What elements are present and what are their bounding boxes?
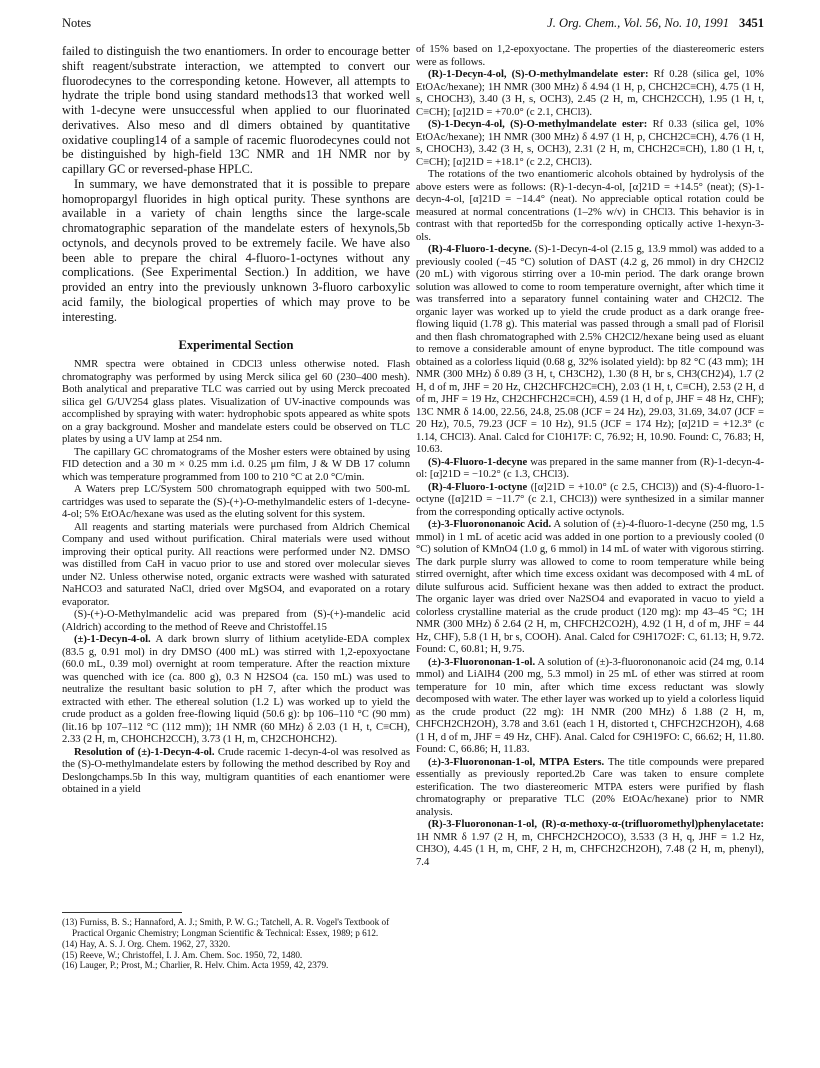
section-label: Notes <box>62 16 92 30</box>
paragraph: (S)-(+)-O-Methylmandelic acid was prepared from (S)-(+)-mandelic acid (Aldrich) according to the method of Reeve and Christoffel.15 <box>62 609 410 633</box>
page-number: 3451 <box>739 16 764 30</box>
run-in-heading: (S)-1-Decyn-4-ol, (S)-O-methylmandelate ester: <box>428 119 648 130</box>
run-in-heading: (R)-1-Decyn-4-ol, (S)-O-methylmandelate ester: <box>428 69 649 80</box>
run-in-heading: (S)-4-Fluoro-1-decyne <box>428 456 528 468</box>
paragraph <box>416 119 764 169</box>
paragraph <box>416 657 764 757</box>
run-in-heading: (R)-3-Fluorononan-1-ol, (R)-α-methoxy-α-(trifluoromethyl)phenylacetate: <box>428 819 764 830</box>
paragraph-body: A dark brown slurry of lithium acetylide-EDA complex (83.5 g, 0.91 mol) in dry DMSO (400 mL) was stirred with 1,2-epoxyoctane (60.0 mL, 0.39 mol) overnight at room temperature. After the reaction mixture was quenched with ice (ca. 800 g), 0.3 N H2SO4 (ca. 150 mL) was used to neutralize the resultant basic solution to pH 7, after which the product was extracted with ether. The ethereal solution (1.2 L) was worked up to yield the crude product as a golden free-flowing liquid (50.6 g): bp 106–110 °C (90 mm) (lit.16 bp 107–112 °C (112 mm)); 1H NMR (60 MHz) δ 2.03 (1 H, t, C≡CH), 2.33 (2 H, m, CHOHCH2CCH), 3.73 (1 H, m, CH2CHOHCH2). <box>62 634 410 745</box>
footnote: (14) Hay, A. S. J. Org. Chem. 1962, 27, 3320. <box>62 938 231 949</box>
footnote: (13) Furniss, B. S.; Hannaford, A. J.; Smith, P. W. G.; Tatchell, A. R. Vogel's Textbook of Practical Organic Chemistry; Longman Scientific & Technical: Essex, 1989; p 612. <box>62 917 390 938</box>
paragraph: All reagents and starting materials were purchased from Aldrich Chemical Company and used without purification. Chiral materials were used without improving their optical purity. All reactions were performed under N2. DMSO was distilled from CaH in vacuo prior to use and stored over molecular sieves under N2. Unless otherwise noted, organic extracts were washed with saturated NaHCO3 and saturated NaCl, dried over MgSO4, and evaporated on a rotary evaporator. <box>62 521 410 608</box>
paragraph <box>416 482 764 520</box>
paragraph <box>62 634 410 747</box>
paragraph-body: Crude racemic 1-decyn-4-ol was resolved as the (S)-O-methylmandelate esters by following the method described by Roy and Deslongchamps.5b In this way, multigram quantities of each enantiomer were obtained in a yield <box>62 746 410 795</box>
paragraph-body: A solution of (±)-4-fluoro-1-decyne (250 mg, 1.5 mmol) in 1 mL of acetic acid was added in one portion to a previously cooled (0 °C) solution of KMnO4 (1.0 g, 6 mmol) in 14 mL of water with vigorous stirring. The dark purple slurry was allowed to come to room temperature while being stirred overnight, after which time excess oxidant was decomposed with 4 mL of dilute sulfurous acid. Sufficient hexane was then added to extract the product. The organic layer was dried over Na2SO4 and evaporated in vacuo to yield a colorless crystalline material as the crude product (120 mg): mp 43–45 °C; 1H NMR (300 MHz) δ 2.64 (2 H, m, CHFCH2CO2H), 4.92 (1 H, d of m, JHF = 44 Hz, CHF), 5.8 (1 H, br s, COOH). Anal. Calcd for C9H17O2F: C, 61.13; H, 9.72. Found: C, 60.81; H, 9.75. <box>416 519 765 655</box>
paragraph: The capillary GC chromatograms of the Mosher esters were obtained by using FID detection and a 30 m × 0.25 mm i.d. 0.25 μm film, J & W DB 17 column which was temperature programmed from 100 to 210 °C at 2.0 °C/min. <box>62 446 410 483</box>
run-in-heading: (±)-3-Fluorononan-1-ol. <box>428 656 536 668</box>
paragraph-body: ([α]21D = +10.0° (c 2.5, CHCl3)) and (S)-4-fluoro-1-octyne ([α]21D = −11.7° (c 2.1, CHCl3)) were synthesized in a similar manner from the corresponding optically active octynols. <box>416 481 764 518</box>
journal-name: J. Org. Chem., Vol. 56, No. 10, 1991 <box>547 16 729 30</box>
paragraph: failed to distinguish the two enantiomers. In order to encourage better shift reagent/substrate interaction, we attempted to convert our fluorodecynes to the corresponding ketone. However, all attempts to hydrate the triple bond using standard methods13 that worked well with 1-decyne were unsuccessful when applied to our fluorinated derivatives. Also meso and dl dimers obtained by quantitative oxidative coupling14 of a sample of racemic fluorodecynes could not be distinguished by high-field 13C NMR and 1H NMR nor by capillary GC or reversed-phase HPLC. <box>62 44 410 176</box>
paragraph <box>416 457 764 482</box>
paragraph-body: was prepared in the same manner from (R)-1-decyn-4-ol: [α]21D = −10.2° (c 1.3, CHCl3). <box>416 456 764 480</box>
paragraph: of 15% based on 1,2-epoxyoctane. The properties of the diastereomeric esters were as follows. <box>416 44 764 68</box>
paragraph: The rotations of the two enantiomeric alcohols obtained by hydrolysis of the above esters were as follows: (R)-1-decyn-4-ol, [α]21D = +14.5° (neat); (S)-1-decyn-4-ol, [α]21D = −14.4° (neat). No appreciable optical rotation could be measured at normal concentrations (1–2% w/v) in CHCl3. This behavior is in contrast with that reported5b for the corresponding optically active 1-hexyn-3-ols. <box>416 169 764 243</box>
paragraph <box>416 819 764 869</box>
paragraph <box>62 747 410 797</box>
paragraph-body: Rf 0.28 (silica gel, 10% EtOAc/hexane); 1H NMR (300 MHz) δ 4.94 (1 H, p, CHCH2C≡CH), 4.75 (1 H, s, CHOCH3), 3.40 (3 H, s, OCH3), 2.45 (2 H, m, CHCH2CCH), 1.95 (1 H, t, C≡CH); [α]21D = +70.0° (c 2.1, CHCl3). <box>416 69 764 118</box>
paragraph-body: A solution of (±)-3-fluorononanoic acid (24 mg, 0.14 mmol) and LiAlH4 (200 mg, 5.3 mmol) in 25 mL of ether was stirred at room temperature for 10 min, after which time excess reductant was slowly decomposed with water. The ether layer was worked up to yield a colorless liquid as the crude product (22 mg): 1H NMR (200 MHz) δ 1.88 (2 H, m, CHFCH2CH2OH), 3.78 and 3.61 (each 1 H, distorted t, CHFCH2CH2OH), 4.68 (1 H, d of m, JHF = 49 Hz, CHF). Anal. Calcd for C9H19FO: C, 66.62; H, 11.80. Found: C, 66.86; H, 11.83. <box>416 656 764 755</box>
paragraph <box>416 244 764 457</box>
run-in-heading: (±)-3-Fluorononan-1-ol, MTPA Esters. <box>428 756 605 768</box>
paragraph: NMR spectra were obtained in CDCl3 unless otherwise noted. Flash chromatography was performed by using Merck silica gel 60 (230–400 mesh). Both analytical and preparative TLC was carried out by using Merck precoated silica gel G/UV254 glass plates. Visualization of UV-inactive compounds was accomplished by spraying with water: hydrophobic spots appeared as white spots on a gray background. Mosher and mandelate esters could be observed on TLC plates by using a UV lamp at 254 nm. <box>62 359 410 445</box>
paragraph <box>416 69 764 119</box>
paragraph <box>416 519 764 657</box>
run-in-heading: (±)-3-Fluorononanoic Acid. <box>428 519 552 530</box>
footnote: (16) Lauger, P.; Prost, M.; Charlier, R. Helv. Chim. Acta 1959, 42, 2379. <box>62 960 329 971</box>
left-column <box>62 44 410 1034</box>
run-in-heading: (R)-4-Fluoro-1-decyne. <box>428 244 532 255</box>
paragraph <box>416 757 764 820</box>
paragraph-body: The title compounds were prepared essentially as previously reported.2b Care was taken to ensure complete esterification. The two diastereomeric MTPA esters were purified by flash chromatography or preparative TLC (20% EtOAc/hexane) prior to NMR analysis. <box>416 756 764 818</box>
run-in-heading: (±)-1-Decyn-4-ol. <box>74 634 151 645</box>
section-heading: Experimental Section <box>178 338 294 353</box>
run-in-heading: Resolution of (±)-1-Decyn-4-ol. <box>74 746 215 758</box>
run-in-heading: (R)-4-Fluoro-1-octyne <box>428 481 528 493</box>
paragraph-body: Rf 0.33 (silica gel, 10% EtOAc/hexane); 1H NMR (300 MHz) δ 4.97 (1 H, p, CHCH2C≡CH), 4.76 (1 H, s, CHOCH3), 3.42 (3 H, s, OCH3), 2.31 (2 H, m, CHCH2C≡CH), 1.80 (1 H, t, C≡CH); [α]21D = +18.1° (c 2.2, CHCl3). <box>416 119 764 168</box>
footnote-rule <box>62 912 182 913</box>
paragraph-body: (S)-1-Decyn-4-ol (2.15 g, 13.9 mmol) was added to a previously cooled (−45 °C) solution of DAST (4.2 g, 26 mmol) in dry CH2Cl2 (20 mL) with vigorous stirring over a 10-min period. The dark orange brown solution was allowed to come to room temperature overnight, after which time it was transferred into a separatory funnel containing water and CH2Cl2. The organic layer was worked up to yield the crude product as a dark orange free-flowing liquid (1.78 g). This material was passed through a small pad of Florisil and then flash chromatographed with 2.5% CH2Cl2/hexane being used as eluant to remove a considerable amount of enyne byproduct. The title compound was obtained as a colorless liquid (0.68 g, 32% isolated yield): bp 82 °C (43 mm); 1H NMR (300 MHz) δ 0.89 (3 H, t, CH3CH2), 1.30 (8 H, br s, CH3(CH2)4), 1.7 (2 H, d of m, JHF = 20 Hz, CH2CHFCH2C≡CH), 2.03 (1 H, t, C≡CH), 2.53 (2 H, d of m, JHF = 19 Hz, CH2CHFCH2C≡CH), 4.59 (1 H, d of p, JHF = 48 Hz, CHF); 13C NMR δ 14.00, 22.56, 24.8, 25.08 (JCF = 24 Hz), 29.03, 31.69, 34.07 (JCF = 20 Hz), 70.5, 79.23 (JCF = 10 Hz), 91.5 (JCF = 174 Hz); [α]21D = +12.3° (c 1.14, CHCl3). Anal. Calcd for C10H17F: C, 76.92; H, 10.90. Found: C, 76.83; H, 10.63. <box>416 244 764 455</box>
footnotes <box>62 912 410 971</box>
paragraph: In summary, we have demonstrated that it is possible to prepare homopropargyl fluorides in high optical purity. These synthons are available in a variety of chain lengths since the large-scale chromatographic separation of the mandelate esters of hexynols,5b octynols, and decynols proved to be extremely facile. We have also been able to prepare the chiral 4-fluoro-1-octynes without any complications. (See Experimental Section.) In addition, we have provided an entry into the previously unknown 3-fluoro carboxylic acid family, the biological properties of which may prove to be interesting. <box>62 176 410 324</box>
paragraph-body: 1H NMR δ 1.97 (2 H, m, CHFCH2CH2OCO), 3.533 (3 H, q, JHF = 1.2 Hz, CH3O), 4.45 (1 H, m, CHF, 2 H, m, CHFCH2CH2OH), 7.48 (2 H, m, phenyl), 7.4 <box>416 831 764 868</box>
running-header <box>62 16 764 32</box>
paragraph: A Waters prep LC/System 500 chromatograph equipped with two 500-mL cartridges was used to separate the (S)-(+)-O-methylmandelic esters of 1-decyne-4-ol; 5% EtOAc/hexane was used as the eluting solvent for this system. <box>62 484 410 520</box>
footnote: (15) Reeve, W.; Christoffel, I. J. Am. Chem. Soc. 1950, 72, 1480. <box>62 949 303 960</box>
right-column <box>416 44 764 1064</box>
journal-citation <box>547 16 764 31</box>
